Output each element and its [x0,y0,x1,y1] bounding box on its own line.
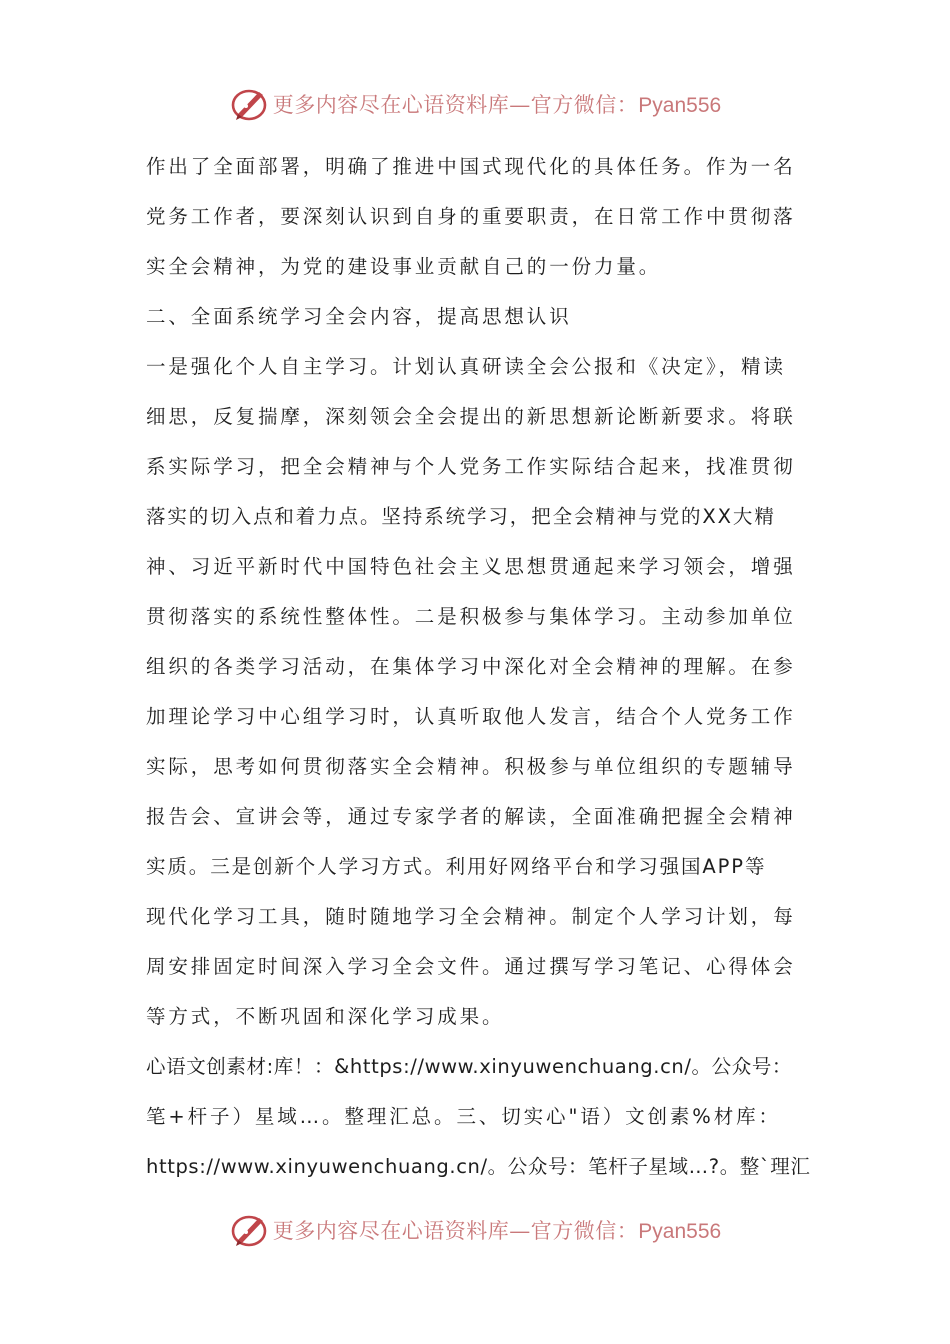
body-line: 神、习近平新时代中国特色社会主义思想贯通起来学习领会，增强 [146,555,796,578]
body-line: 等方式，不断巩固和深化学习成果。 [146,1005,505,1028]
body-line: 贯彻落实的系统性整体性。二是积极参与集体学习。主动参加单位 [146,605,796,628]
body-line: 党务工作者，要深刻认识到自身的重要职责，在日常工作中贯彻落 [146,205,796,228]
body-line: 笔+杆子）星域…。整理汇总。三、切实心"语）文创素%材库： [146,1105,781,1128]
body-line-with-link: https://www.xinyuwenchuang.cn/。公众号：笔杆子星域…?。整`理汇 [146,1155,811,1178]
pen-logo-icon [229,84,269,124]
body-line: 实全会精神，为党的建设事业贡献自己的一份力量。 [146,255,662,278]
body-line-with-link: 心语文创素材:库！：&https://www.xinyuwenchuang.cn/。公众号： [146,1055,793,1078]
pen-logo-icon [229,1210,269,1250]
section-heading: 二、全面系统学习全会内容，提高思想认识 [146,305,572,328]
body-line: 实质。三是创新个人学习方式。利用好网络平台和学习强国APP等 [146,855,767,878]
footer-wechat-id: Pyan556 [638,1220,722,1243]
footer-banner-text: 更多内容尽在心语资料库—官方微信：Pyan556 [272,1219,722,1243]
body-line: 实际，思考如何贯彻落实全会精神。积极参与单位组织的专题辅导 [146,755,796,778]
header-watermark-banner [0,80,950,128]
document-body [146,142,811,1192]
footer-watermark-banner [0,1206,950,1254]
body-line: 报告会、宣讲会等，通过专家学者的解读，全面准确把握全会精神 [146,805,796,828]
body-line: 周安排固定时间深入学习全会文件。通过撰写学习笔记、心得体会 [146,955,796,978]
body-line: 现代化学习工具，随时随地学习全会精神。制定个人学习计划，每 [146,905,796,928]
header-wechat-id: Pyan556 [638,94,722,117]
body-line: 作出了全面部署，明确了推进中国式现代化的具体任务。作为一名 [146,155,796,178]
header-banner-text: 更多内容尽在心语资料库—官方微信：Pyan556 [272,93,722,117]
body-line: 组织的各类学习活动，在集体学习中深化对全会精神的理解。在参 [146,655,796,678]
body-line: 系实际学习，把全会精神与个人党务工作实际结合起来，找准贯彻 [146,455,796,478]
body-line: 落实的切入点和着力点。坚持系统学习，把全会精神与党的XX大精 [146,505,776,528]
body-line: 一是强化个人自主学习。计划认真研读全会公报和《决定》，精读 [146,355,786,378]
body-line: 加理论学习中心组学习时，认真听取他人发言，结合个人党务工作 [146,705,796,728]
body-line: 细思，反复揣摩，深刻领会全会提出的新思想新论断新要求。将联 [146,405,796,428]
